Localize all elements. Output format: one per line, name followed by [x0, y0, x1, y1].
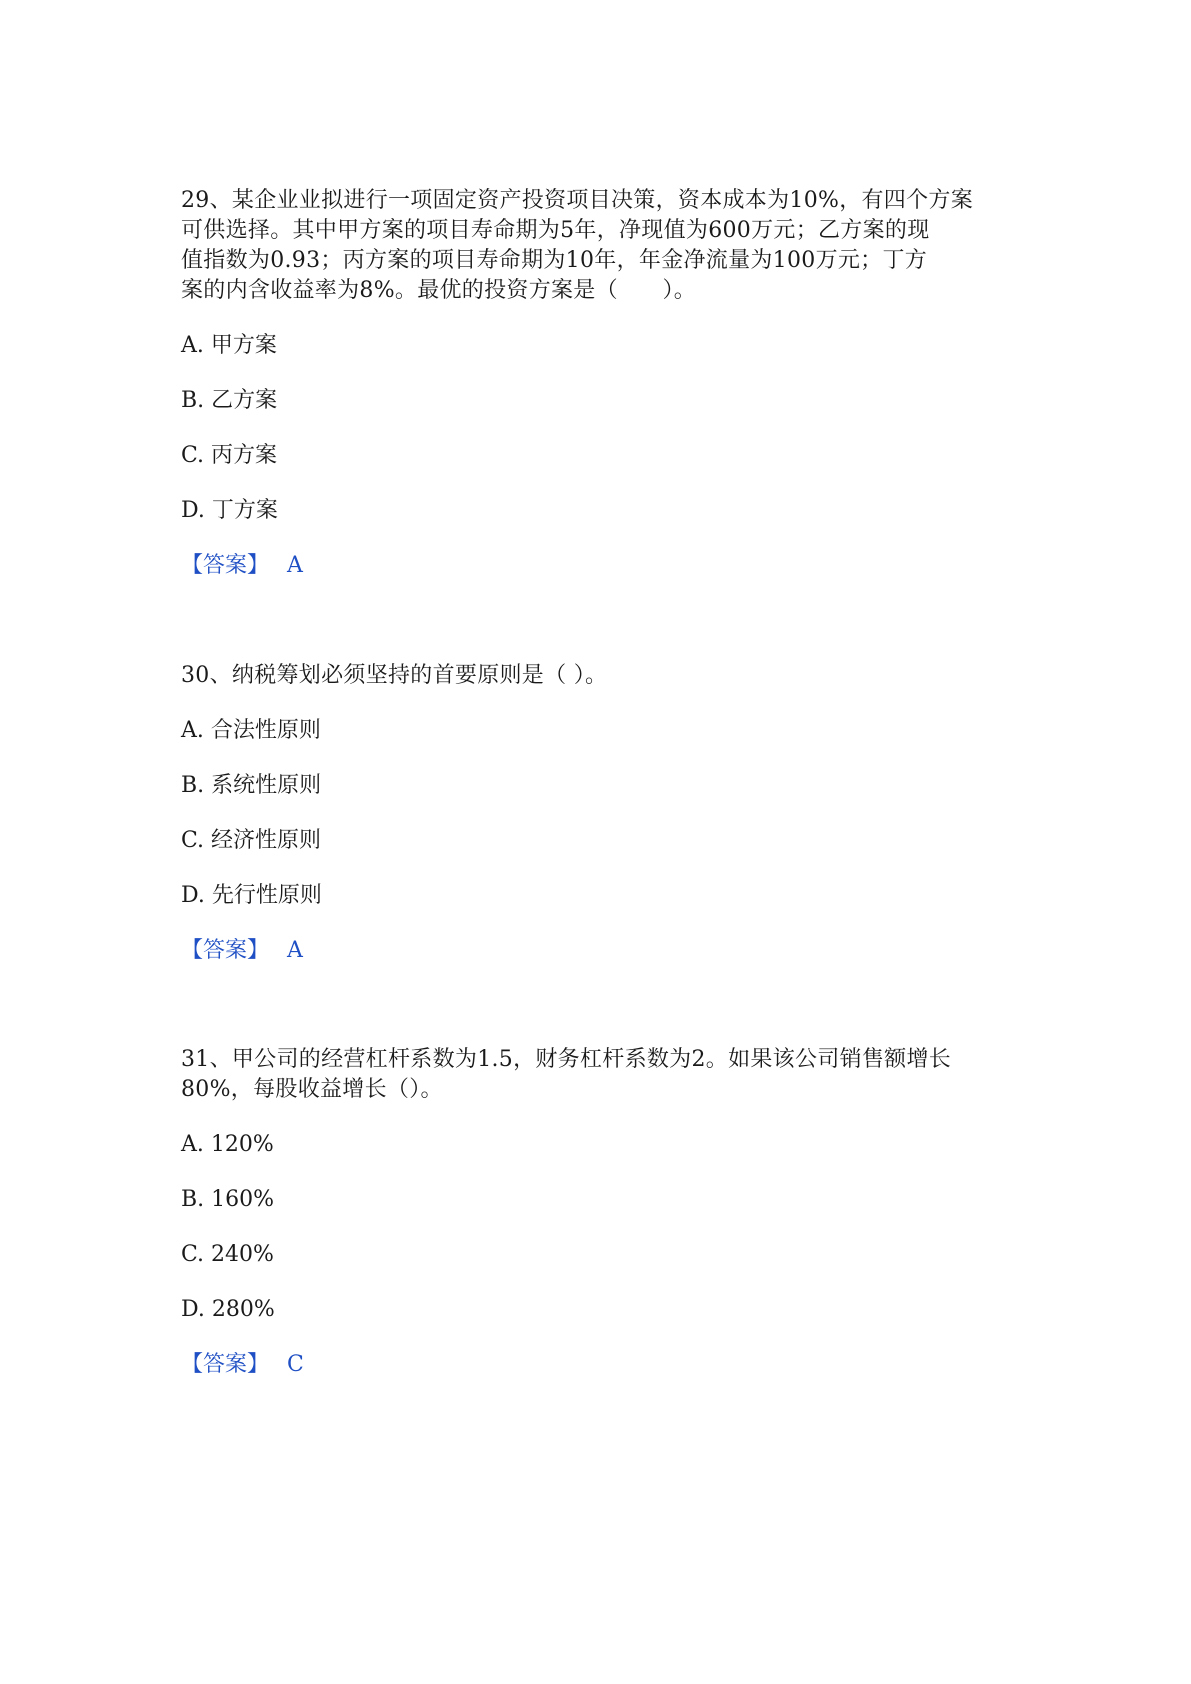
- option-c: C. 丙方案: [181, 443, 278, 468]
- option-b: B. 乙方案: [181, 388, 278, 413]
- option-a: A. 甲方案: [181, 333, 277, 358]
- answer-label: 【答案】: [181, 553, 270, 578]
- answer-line: [181, 936, 303, 966]
- question-31: [181, 1045, 1021, 1377]
- option-d: D. 丁方案: [181, 498, 278, 523]
- option-b: B. 160%: [181, 1187, 275, 1212]
- answer-label: 【答案】: [181, 1352, 270, 1377]
- answer-value: C: [287, 1352, 304, 1377]
- question-stem: 30、纳税筹划必须坚持的首要原则是（ ）。: [181, 663, 608, 688]
- option-b: B. 系统性原则: [181, 773, 322, 798]
- option-d: D. 先行性原则: [181, 883, 322, 908]
- answer-line: [181, 551, 303, 581]
- question-stem: 29、某企业业拟进行一项固定资产投资项目决策，资本成本为10%，有四个方案 可供选择。其中甲方案的项目寿命期为5年，净现值为600万元；乙方案的现 值指数为0.93；丙方案的项目寿命期为10年，年金净流量为100万元；丁方 案的内含收益率为8%。最优的投资方案是（ ）。: [181, 188, 973, 303]
- answer-value: A: [287, 938, 303, 963]
- option-a: A. 120%: [181, 1132, 274, 1157]
- question-30: [181, 661, 1021, 963]
- option-a: A. 合法性原则: [181, 718, 321, 743]
- question-stem: 31、甲公司的经营杠杆系数为1.5，财务杠杆系数为2。如果该公司销售额增长 80%，每股收益增长（）。: [181, 1047, 952, 1102]
- option-c: C. 240%: [181, 1242, 274, 1267]
- answer-label: 【答案】: [181, 938, 270, 963]
- question-29: [181, 186, 1021, 578]
- answer-line: [181, 1350, 304, 1380]
- option-c: C. 经济性原则: [181, 828, 322, 853]
- option-d: D. 280%: [181, 1297, 275, 1322]
- answer-value: A: [287, 553, 303, 578]
